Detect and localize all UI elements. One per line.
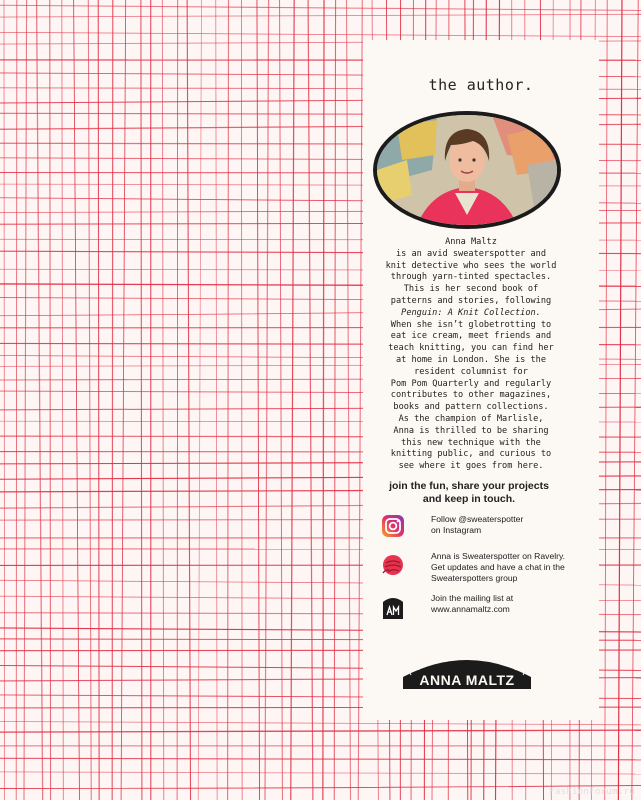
- grid-line: [618, 0, 622, 800]
- grid-line: [308, 0, 313, 800]
- grid-line: [4, 0, 5, 800]
- instagram-text: [431, 514, 591, 536]
- bio-line: As the champion of Marlisle,: [398, 413, 544, 424]
- book-title: Penguin: A Knit Collection.: [401, 307, 541, 318]
- bio-line: is an avid sweaterspotter and: [395, 248, 547, 259]
- grid-line: [37, 0, 43, 800]
- bio-line: teach knitting, you can find her: [388, 343, 554, 354]
- grid-line: [0, 32, 641, 36]
- social-line: Anna is Sweaterspotter on Ravelry.: [431, 551, 566, 561]
- bio-line: When she isn’t globetrotting to: [390, 319, 552, 330]
- ravelry-link[interactable]: [381, 551, 581, 587]
- bio-line: Anna Maltz: [445, 237, 497, 247]
- bio-line: this new technique with the: [401, 437, 541, 448]
- author-bio: [373, 237, 569, 473]
- bio-line: contributes to other magazines,: [390, 390, 552, 401]
- ravelry-text: [431, 551, 591, 584]
- grid-line: [24, 0, 27, 800]
- social-line: Sweaterspotters group: [431, 573, 518, 583]
- grid-line: [358, 0, 362, 800]
- bio-line: Anna is thrilled to be sharing: [393, 425, 549, 436]
- bio-line: Pom Pom Quarterly and regularly: [390, 378, 552, 389]
- grid-line: [346, 0, 350, 800]
- grid-line: [632, 0, 638, 800]
- grid-line: [323, 0, 324, 800]
- grid-line: [0, 785, 641, 788]
- social-line: Follow @sweaterspotter: [431, 514, 524, 524]
- join-line-1: join the fun, share your projects: [389, 480, 549, 492]
- bio-line: knit detective who sees the world: [385, 260, 557, 271]
- bio-line: resident columnist for: [414, 366, 528, 377]
- anna-maltz-logo[interactable]: [401, 651, 533, 693]
- social-line: Get updates and have a chat in the: [431, 562, 565, 572]
- grid-line: [334, 0, 335, 800]
- bio-line: at home in London. She is the: [395, 354, 547, 365]
- social-line: on Instagram: [431, 525, 482, 535]
- bio-line: see where it goes from here.: [398, 461, 544, 472]
- social-line: Join the mailing list at: [431, 593, 514, 603]
- grid-line: [62, 0, 64, 800]
- watermark: FashionForum.ru: [549, 787, 635, 797]
- mailing-list-link[interactable]: [381, 593, 581, 623]
- instagram-icon: [381, 514, 405, 538]
- author-photo-image: [377, 115, 557, 225]
- am-monogram-icon: [381, 596, 405, 620]
- instagram-link[interactable]: [381, 514, 581, 544]
- social-line: www.annamaltz.com: [431, 604, 510, 614]
- grid-line: [0, 730, 641, 732]
- grid-line: [16, 0, 17, 800]
- grid-line: [605, 0, 608, 800]
- grid-line: [0, 14, 641, 17]
- grid-line: [0, 5, 641, 10]
- grid-line: [291, 0, 294, 800]
- grid-line: [0, 758, 641, 759]
- join-heading: [379, 480, 559, 506]
- grid-line: [50, 0, 51, 800]
- logo-text: ANNA MALTZ: [419, 672, 515, 688]
- grid-line: [0, 772, 641, 774]
- join-line-2: and keep in touch.: [422, 493, 516, 505]
- grid-line: [0, 721, 641, 724]
- bio-line: through yarn-tinted spectacles.: [390, 272, 552, 283]
- section-heading: the author.: [428, 76, 534, 94]
- author-photo: [373, 111, 561, 229]
- bio-line: This is her second book of: [403, 284, 539, 295]
- author-panel: [363, 40, 599, 720]
- bio-line: knitting public, and curious to: [390, 449, 552, 460]
- ravelry-icon: [381, 553, 405, 577]
- bio-line: eat ice cream, meet friends and: [390, 331, 552, 342]
- bio-line: books and pattern collections.: [393, 402, 549, 413]
- bio-line: patterns and stories, following: [390, 295, 552, 306]
- mailing-list-text: [431, 593, 591, 615]
